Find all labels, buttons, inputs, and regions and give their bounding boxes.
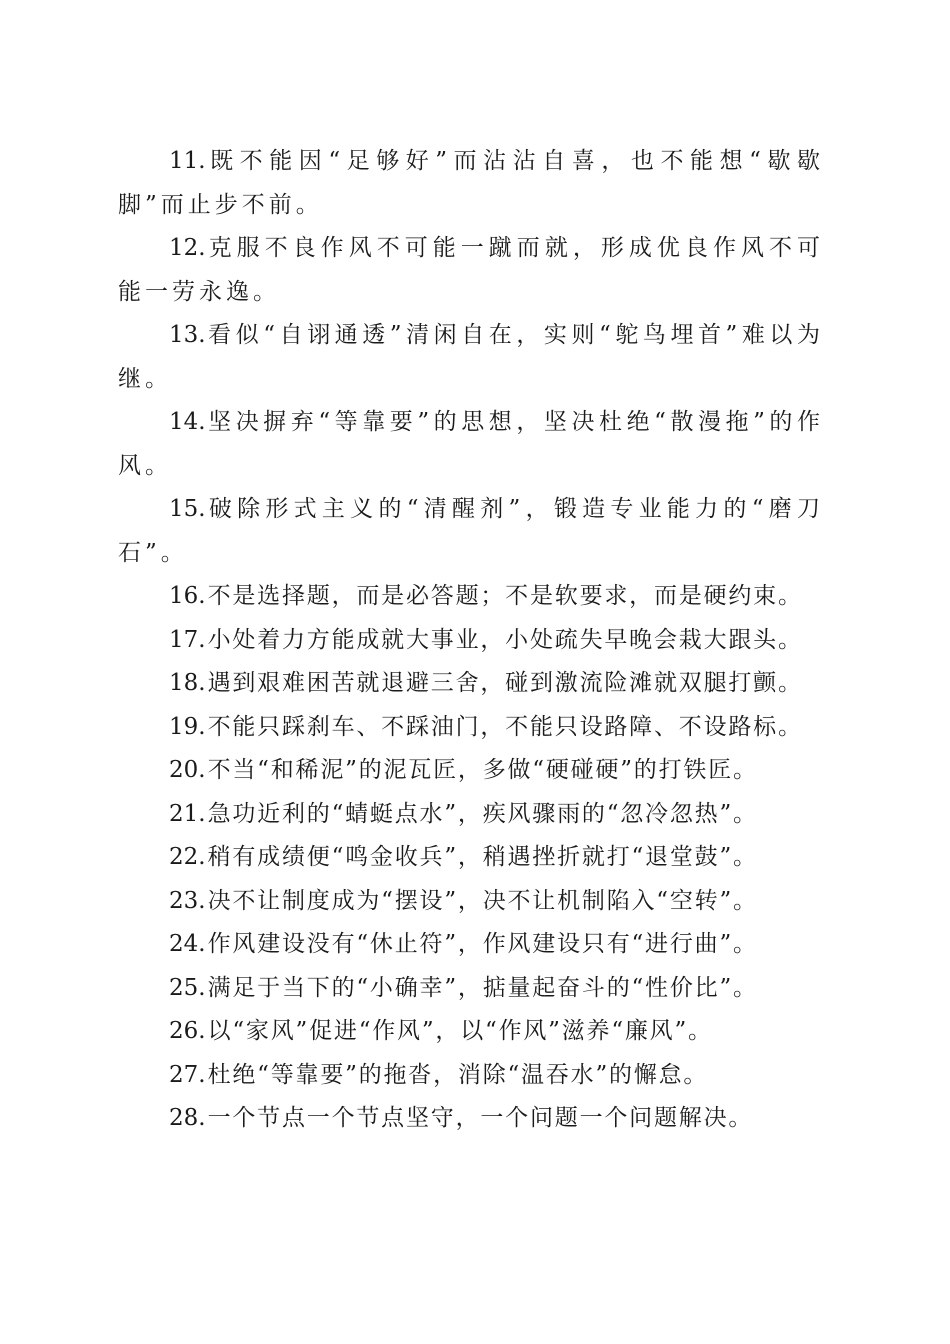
- item-number: 19.: [169, 713, 206, 740]
- item-number: 11.: [169, 148, 206, 174]
- item-text: 作风建设没有“休止符”，作风建设只有“进行曲”。: [207, 931, 758, 957]
- list-item-21: [118, 793, 824, 837]
- item-number: 25.: [169, 974, 206, 1001]
- list-item-11: [118, 140, 824, 227]
- item-text: 不能只踩刹车、不踩油门，不能只设路障、不设路标。: [207, 713, 803, 740]
- list-item-12: [118, 227, 824, 314]
- list-item-28: [118, 1097, 824, 1141]
- item-number: 13.: [169, 322, 206, 348]
- list-item-17: [118, 619, 824, 663]
- item-number: 15.: [169, 496, 206, 522]
- list-item-20: [118, 749, 824, 793]
- list-item-22: [118, 836, 824, 880]
- list-item-15: [118, 488, 824, 575]
- item-number: 24.: [169, 931, 206, 957]
- item-number: 17.: [169, 626, 206, 653]
- item-text: 克服不良作风不可能一蹴而就，形成优良作风不可能一劳永逸。: [118, 235, 824, 305]
- item-text: 稍有成绩便“鸣金收兵”，稍遇挫折就打“退堂鼓”。: [207, 844, 758, 870]
- item-text: 满足于当下的“小确幸”，掂量起奋斗的“性价比”。: [207, 974, 758, 1001]
- list-item-23: [118, 880, 824, 924]
- item-text: 决不让制度成为“摆设”，决不让机制陷入“空转”。: [207, 887, 758, 914]
- item-number: 18.: [169, 670, 206, 696]
- list-item-19: [118, 706, 824, 750]
- item-text: 不当“和稀泥”的泥瓦匠，多做“硬碰硬”的打铁匠。: [207, 757, 758, 783]
- item-number: 21.: [169, 800, 206, 827]
- list-item-16: [118, 575, 824, 619]
- list-item-13: [118, 314, 824, 401]
- item-text: 不是选择题，而是必答题；不是软要求，而是硬约束。: [207, 583, 803, 609]
- item-text: 既不能因“足够好”而沾沾自喜，也不能想“歇歇脚”而止步不前。: [118, 148, 824, 218]
- list-item-27: [118, 1054, 824, 1098]
- list-item-14: [118, 401, 824, 488]
- item-text: 一个节点一个节点坚守，一个问题一个问题解决。: [207, 1105, 754, 1131]
- list-item-24: [118, 923, 824, 967]
- item-text: 破除形式主义的“清醒剂”，锻造专业能力的“磨刀石”。: [118, 496, 824, 566]
- item-text: 坚决摒弃“等靠要”的思想，坚决杜绝“散漫拖”的作风。: [118, 409, 824, 479]
- item-text: 遇到艰难困苦就退避三舍，碰到激流险滩就双腿打颤。: [207, 670, 803, 696]
- item-number: 16.: [169, 583, 206, 609]
- item-text: 看似“自诩通透”清闲自在，实则“鸵鸟埋首”难以为继。: [118, 322, 824, 392]
- list-item-18: [118, 662, 824, 706]
- item-number: 26.: [169, 1018, 206, 1044]
- item-text: 杜绝“等靠要”的拖沓，消除“温吞水”的懈怠。: [207, 1061, 709, 1088]
- list-item-26: [118, 1010, 824, 1054]
- item-number: 12.: [169, 235, 206, 261]
- item-text: 急功近利的“蜻蜓点水”，疾风骤雨的“忽冷忽热”。: [207, 800, 758, 827]
- item-text: 以“家风”促进“作风”，以“作风”滋养“廉风”。: [207, 1018, 713, 1044]
- item-number: 28.: [169, 1105, 206, 1131]
- list-item-25: [118, 967, 824, 1011]
- item-number: 22.: [169, 844, 206, 870]
- item-number: 14.: [169, 409, 206, 435]
- item-number: 27.: [169, 1061, 206, 1088]
- item-number: 20.: [169, 757, 206, 783]
- item-number: 23.: [169, 887, 206, 914]
- item-text: 小处着力方能成就大事业，小处疏失早晚会栽大跟头。: [207, 626, 803, 653]
- document-body: [118, 140, 824, 1141]
